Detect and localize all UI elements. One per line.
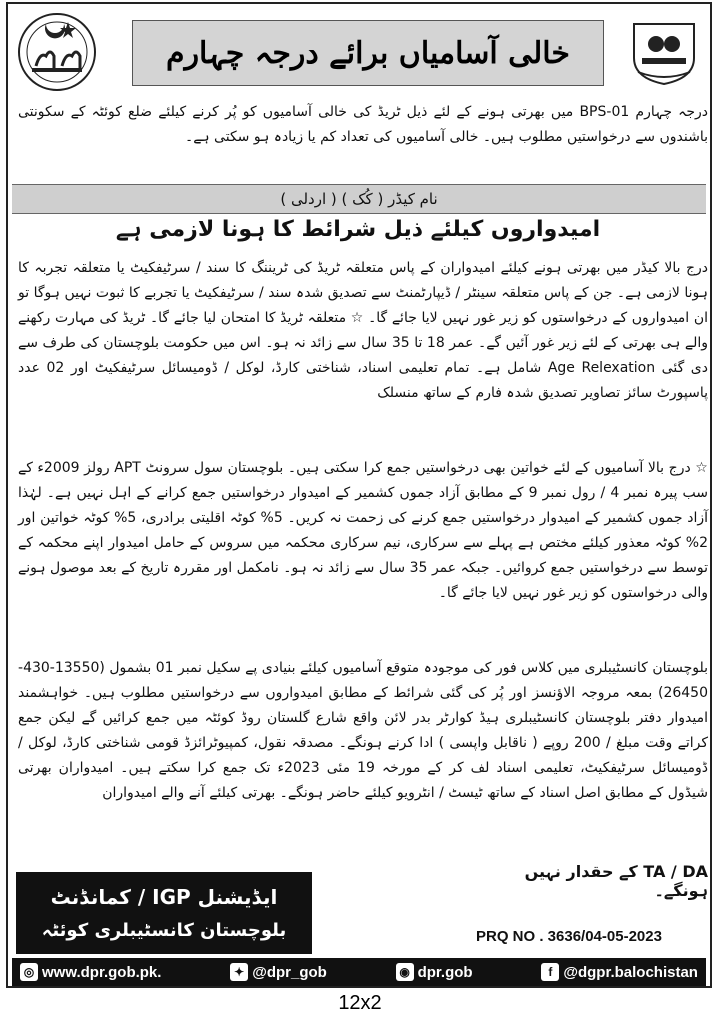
ad-size-label: 12x2 (338, 992, 382, 1014)
intro-paragraph: درجہ چہارم BPS-01 میں بھرتی ہونے کے لئے ذیل ٹریڈ کی خالی آسامیوں کو پُر کرنے کیلئے ضلع کوئٹہ کے سکونتی باشندوں سے درخواستیں مطلوب ہیں۔ خالی آسامیوں کی تعداد کم یا زیادہ ہو سکتی ہے۔ (18, 104, 708, 145)
signature-office: بلوچستان کانسٹیبلری کوئٹہ (41, 920, 287, 941)
instagram-link[interactable] (396, 963, 473, 981)
conditions-paragraph-3: بلوچستان کانسٹیبلری میں کلاس فور کی موجودہ متوقع آسامیوں کیلئے بنیادی پے سکیل نمبر 01 بشمول (13550-430-26450) بمعہ مروجہ الاؤنسز اور پُر کی گئی شرائط کے مطابق امیدواروں سے درخواستیں مطلوب ہیں۔ خواہشمند امیدوار دفتر بلوچستان کانسٹیبلری ہیڈ کوارٹر بدر لائن واقع شارع گلستان روڈ کوئٹہ میں جمع کرائیں گے لیکن جمع کراتے وقت مبلغ / 200 روپے ( ناقابل واپسی ) ادا کرنے ہونگے۔ مصدقہ نقول، کمپیوٹرائزڈ قومی شناختی کارڈ، لوکل / ڈومیسائل سرٹیفکیٹ، تعلیمی اسناد لف کر کے مورخہ 19 مئی 2023ء تک جمع کرا سکتے ہیں۔ امیدواران بھرتی شیڈول کے مطابق اصل اسناد کے ساتھ ٹیسٹ / انٹرویو کیلئے حاضر ہونگے۔ بھرتی کیلئے آنے والے امیدواران (18, 660, 708, 801)
twitter-link[interactable] (230, 963, 327, 981)
ad-title: خالی آسامیاں برائے درجہ چہارم (166, 35, 570, 71)
tada-note: TA / DA کے حقدار نہیں ہونگے۔ (524, 862, 708, 900)
information-department-logo-icon (628, 14, 700, 86)
instagram-icon: ◉ (396, 963, 414, 981)
website-text: www.dpr.gob.pk. (42, 963, 162, 981)
requirements-heading: امیدواروں کیلئے ذیل شرائط کا ہونا لازمی ہے (115, 217, 601, 242)
conditions-paragraph-2: ☆ درج بالا آسامیوں کے لئے خواتین بھی درخواستیں جمع کرا سکتی ہیں۔ بلوچستان سول سرونٹ APT رولز 2009ء کے سب پیرہ نمبر 4 / رول نمبر 9 کے مطابق آزاد جموں کشمیر کے امیدوار درخواستیں جمع کرانے کے اہل نہیں ہے۔ لہٰذا آزاد جموں کشمیر کے امیدوار درخواستیں جمع کرنے کی زحمت نہ کریں۔ 5% کوٹہ اقلیتی برادری، 5% کوٹہ خواتین اور 2% کوٹہ معذور کیلئے مختص ہے پہلے سے سرکاری، نیم سرکاری محکمہ میں سروس کے حامل امیدوار اپنے محکمہ کے توسط سے درخواستیں جمع کروائیں۔ جبکہ عمر 35 سال سے زائد نہ ہو۔ نامکمل اور مقررہ تاریخ کے بعد موصول ہونے والی درخواستوں کو زیر غور نہیں لایا جائے گا۔ (18, 460, 708, 601)
advertisement-frame (6, 2, 712, 988)
facebook-icon: f (541, 963, 559, 981)
twitter-icon: ✦ (230, 963, 248, 981)
header (12, 8, 706, 94)
globe-icon: ◎ (20, 963, 38, 981)
facebook-link[interactable] (541, 963, 698, 981)
cadre-label: نام کیڈر ( کُک ) ( اردلی ) (280, 190, 438, 208)
signature-title: ایڈیشنل IGP / کمانڈنٹ (50, 885, 278, 909)
instagram-text: dpr.gob (417, 963, 473, 981)
facebook-text: @dgpr.balochistan (563, 963, 698, 981)
signature-box (16, 872, 312, 954)
social-bar (12, 958, 706, 986)
title-banner (132, 20, 604, 86)
twitter-text: @dpr_gob (252, 963, 327, 981)
prq-number: PRQ NO . 3636/04-05-2023 (476, 928, 662, 945)
website-link[interactable] (20, 963, 161, 981)
balochistan-government-logo-icon (16, 10, 98, 92)
cadre-bar (12, 184, 706, 214)
conditions-paragraph-1: درج بالا کیڈر میں بھرتی ہونے کیلئے امیدواران کے پاس متعلقہ ٹریڈ کی ٹریننگ کا سند / سرٹیفکیٹ یا متعلقہ تجربہ کا ہونا لازمی ہے۔ جن کے پاس متعلقہ سینٹر / ڈیپارٹمنٹ سے تصدیق شدہ سند / سرٹیفکیٹ یا تجربے کا ثبوت نہیں ہوگا تو ان امیدواروں کے درخواستوں کو زیر غور نہیں لایا جائے گا۔ ☆ متعلقہ ٹریڈ کا امتحان لیا جائے گا۔ ٹریڈ کی مہارت رکھنے والے ہی بھرتی کے لئے زیر غور آئیں گے۔ عمر 18 تا 35 سال سے زائد نہ ہو۔ اس میں حکومت بلوچستان کی طرف سے دی گئی Age Relexation شامل ہے۔ تمام تعلیمی اسناد، شناختی کارڈ، لوکل / ڈومیسائل سرٹیفکیٹ اور 02 عدد پاسپورٹ سائز تصاویر تصدیق شدہ فارم کے ساتھ منسلک (18, 260, 708, 401)
